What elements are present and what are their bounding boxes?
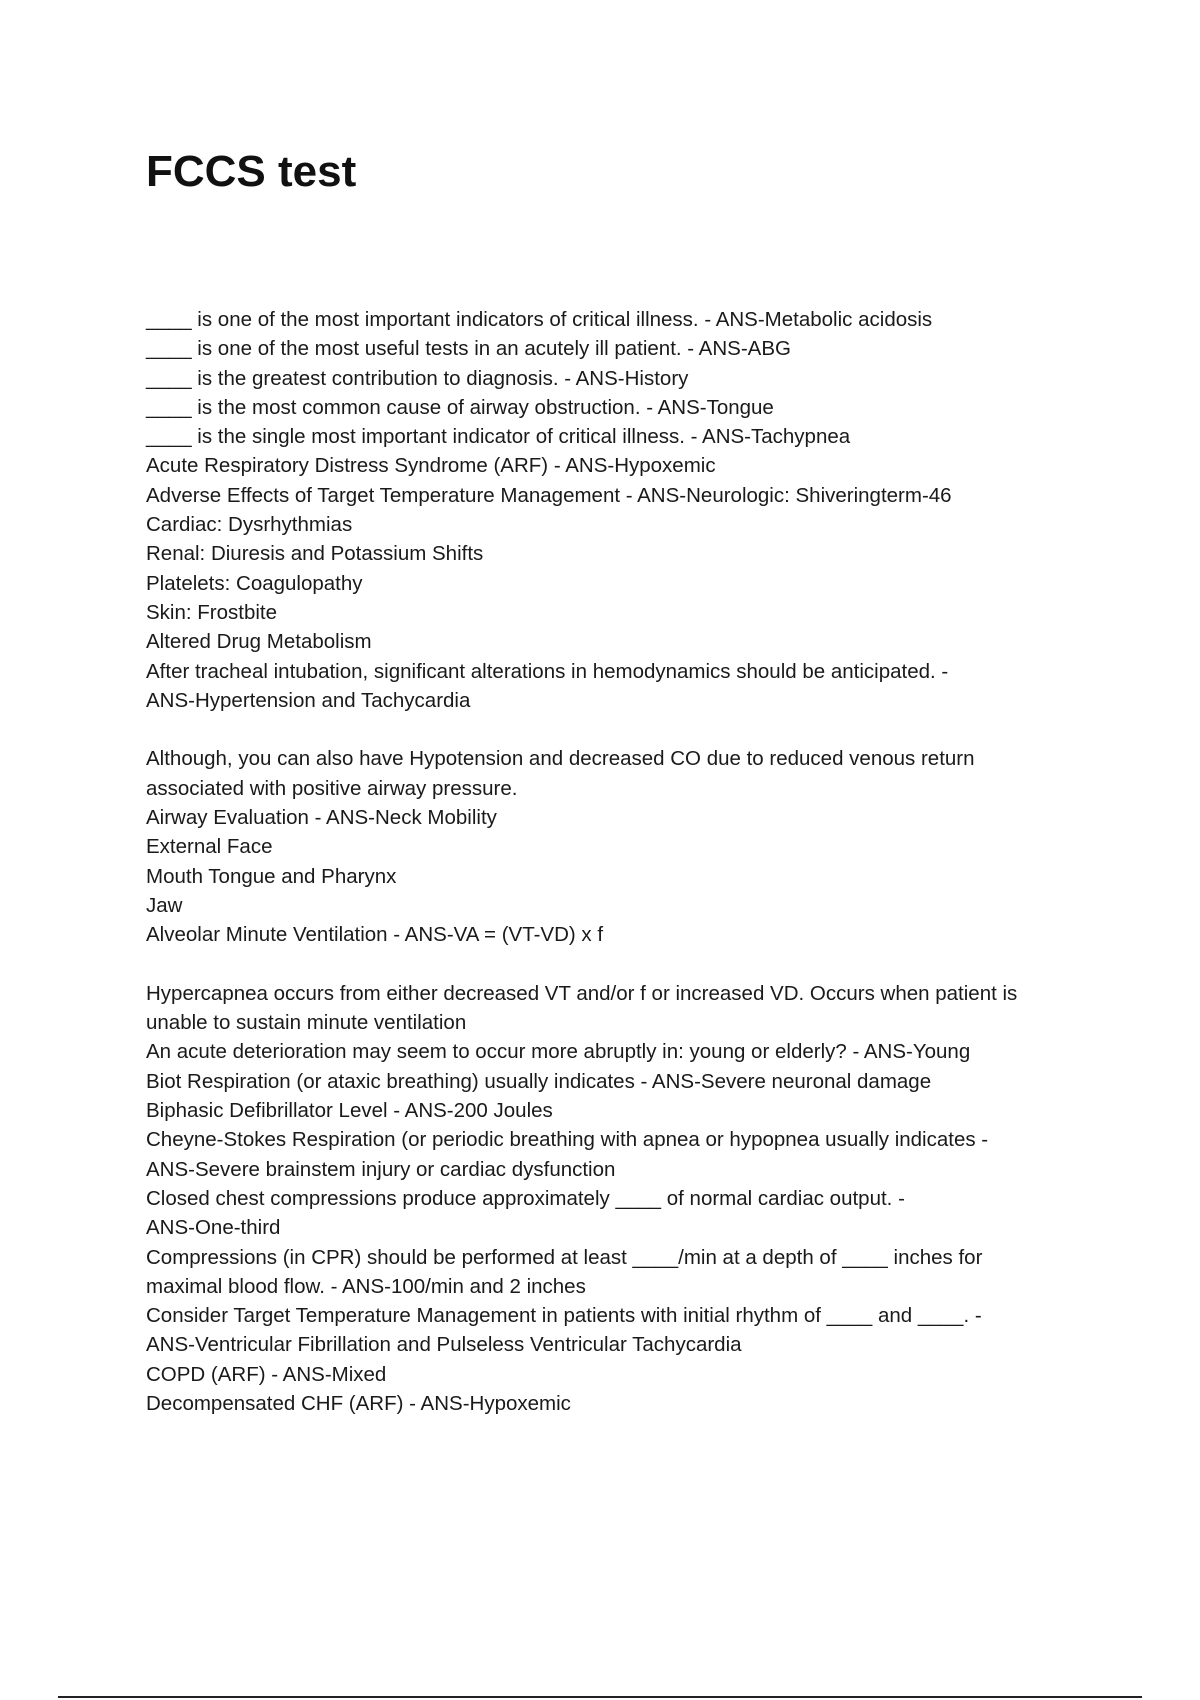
text-line: maximal blood flow. - ANS-100/min and 2 inches xyxy=(146,1274,586,1298)
text-line: Although, you can also have Hypotension and decreased CO due to reduced venous return xyxy=(146,747,975,771)
text-line: unable to sustain minute ventilation xyxy=(146,1011,467,1035)
text-line: Renal: Diuresis and Potassium Shifts xyxy=(146,542,484,566)
text-line: COPD (ARF) - ANS-Mixed xyxy=(146,1362,387,1386)
text-line: ____ is one of the most useful tests in an acutely ill patient. - ANS-ABG xyxy=(146,337,791,361)
text-line: Acute Respiratory Distress Syndrome (ARF) - ANS-Hypoxemic xyxy=(146,454,716,478)
text-line: After tracheal intubation, significant alterations in hemodynamics should be anticipated. - xyxy=(146,659,949,683)
text-line: ANS-Severe brainstem injury or cardiac dysfunction xyxy=(146,1157,616,1181)
text-line: Jaw xyxy=(146,893,183,917)
text-line: Airway Evaluation - ANS-Neck Mobility xyxy=(146,806,497,830)
text-line: Biot Respiration (or ataxic breathing) usually indicates - ANS-Severe neuronal damage xyxy=(146,1069,932,1093)
paragraph-spacer xyxy=(146,715,1106,744)
text-line: External Face xyxy=(146,835,273,859)
text-line: ____ is the single most important indicator of critical illness. - ANS-Tachypnea xyxy=(146,425,851,449)
text-line: Consider Target Temperature Management in patients with initial rhythm of ____ and ____. - xyxy=(146,1304,982,1328)
text-line: Closed chest compressions produce approximately ____ of normal cardiac output. - xyxy=(146,1186,905,1210)
text-line: Cardiac: Dysrhythmias xyxy=(146,513,353,537)
text-line: ANS-Ventricular Fibrillation and Pulseless Ventricular Tachycardia xyxy=(146,1333,742,1357)
text-line: Decompensated CHF (ARF) - ANS-Hypoxemic xyxy=(146,1391,571,1415)
text-line: Adverse Effects of Target Temperature Management - ANS-Neurologic: Shiveringterm-46 xyxy=(146,483,952,507)
text-line: Mouth Tongue and Pharynx xyxy=(146,864,397,888)
text-line: An acute deterioration may seem to occur more abruptly in: young or elderly? - ANS-Young xyxy=(146,1040,971,1064)
page-title: FCCS test xyxy=(146,147,357,196)
text-line: associated with positive airway pressure. xyxy=(146,776,518,800)
text-line: ____ is the most common cause of airway obstruction. - ANS-Tongue xyxy=(146,395,774,419)
paragraph-spacer xyxy=(146,950,1106,979)
text-line: Cheyne-Stokes Respiration (or periodic breathing with apnea or hypopnea usually indicates - xyxy=(146,1128,989,1152)
text-line: Platelets: Coagulopathy xyxy=(146,571,363,595)
text-line: Skin: Frostbite xyxy=(146,600,278,624)
text-line: Alveolar Minute Ventilation - ANS-VA = (VT-VD) x f xyxy=(146,923,604,947)
text-line: Biphasic Defibrillator Level - ANS-200 Joules xyxy=(146,1099,553,1123)
text-line: ____ is the greatest contribution to diagnosis. - ANS-History xyxy=(146,366,689,390)
text-line: ANS-Hypertension and Tachycardia xyxy=(146,688,471,712)
text-line: ____ is one of the most important indicators of critical illness. - ANS-Metabolic acidosis xyxy=(146,308,933,331)
text-line: Altered Drug Metabolism xyxy=(146,630,372,654)
text-line: Hypercapnea occurs from either decreased VT and/or f or increased VD. Occurs when patient is xyxy=(146,981,1018,1005)
text-line: Compressions (in CPR) should be performed at least ____/min at a depth of ____ inches for xyxy=(146,1245,983,1269)
document-body xyxy=(146,305,1106,1418)
footer-divider xyxy=(58,1696,1142,1698)
text-line: ANS-One-third xyxy=(146,1216,281,1240)
